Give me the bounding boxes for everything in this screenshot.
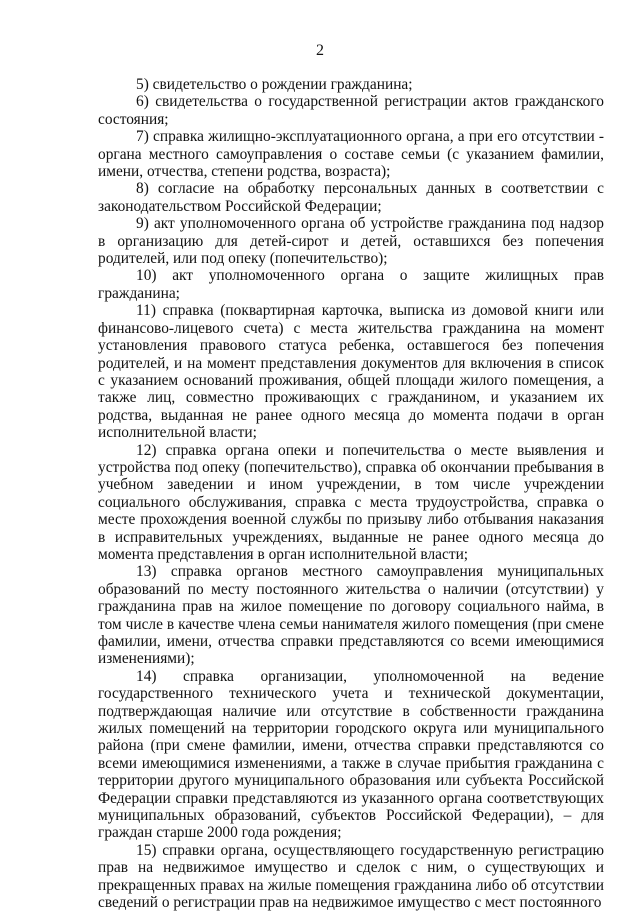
list-item: 11) справка (поквартирная карточка, выписка из домовой книги или финансово-лицевого счета) с места жительства гражданина на момент установления правового статуса ребенка, оставшегося без попечения родителей, и на момент представления документов для включения в список с указанием оснований проживания, общей площади жилого помещения, а также лиц, совместно проживающих с гражданином, и указанием их родства, выданная не ранее одного месяца до момента подачи в орган исполнительной власти;: [98, 302, 604, 442]
list-item: 7) справка жилищно-эксплуатационного органа, а при его отсутствии - органа местного самоуправления о составе семьи (с указанием фамилии, имени, отчества, степени родства, возраста);: [98, 128, 604, 181]
list-item: 14) справка организации, уполномоченной на ведение государственного технического учета и технической документации, подтверждающая наличие или отсутствие в собственности гражданина жилых помещений на территории городского округа или муниципального района (при смене фамилии, имени, отчества справки представляются со всеми имеющимися изменениями, а также в случае прибытия гражданина с территории другого муниципального образования или субъекта Российской Федерации справки представляются из указанного органа соответствующих муниципальных образований, субъектов Российской Федерации), – для граждан старше 2000 года рождения;: [98, 667, 604, 842]
page-number: 2: [316, 42, 324, 59]
document-body: [98, 76, 604, 912]
list-item: 10) акт уполномоченного органа о защите жилищных прав гражданина;: [98, 267, 604, 302]
list-item: 6) свидетельства о государственной регистрации актов гражданского состояния;: [98, 93, 604, 128]
list-item: 9) акт уполномоченного органа об устройстве гражданина под надзор в организацию для детей-сирот и детей, оставшихся без попечения родителей, или под опеку (попечительство);: [98, 215, 604, 268]
list-item: 5) свидетельство о рождении гражданина;: [136, 76, 413, 93]
list-item: 15) справки органа, осуществляющего государственную регистрацию прав на недвижимое имущество и сделок с ним, о существующих и прекращенных правах на жилые помещения гражданина либо об отсутствии сведений о регистрации прав на недвижимое имущество с мест постоянного: [98, 841, 604, 912]
list-item: 12) справка органа опеки и попечительства о месте выявления и устройства под опеку (попечительство), справка об окончании пребывания в учебном заведении и ином учреждении, в том числе учреждении социального обслуживания, справка с места трудоустройства, справка о месте прохождения военной службы по призыву либо отбывания наказания в исправительных учреждениях, выданные не ранее одного месяца до момента представления в орган исполнительной власти;: [98, 441, 604, 563]
list-item: 8) согласие на обработку персональных данных в соответствии с законодательством Российской Федерации;: [98, 180, 604, 215]
list-item: 13) справка органов местного самоуправления муниципальных образований по месту постоянного жительства о наличии (отсутствии) у гражданина прав на жилое помещение по договору социального найма, в том числе в качестве члена семьи нанимателя жилого помещения (при смене фамилии, имени, отчества справки представляются со всеми имеющимися изменениями);: [98, 563, 604, 668]
